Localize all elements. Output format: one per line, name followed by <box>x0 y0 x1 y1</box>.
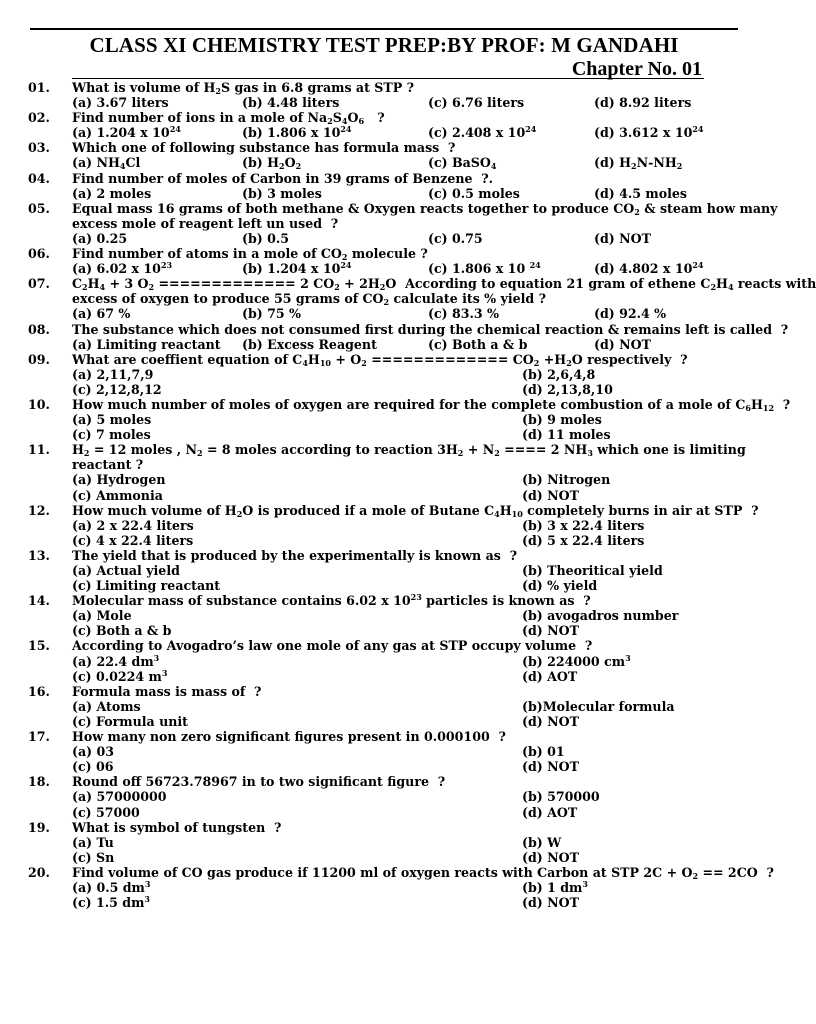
answer-option: (a) Tu <box>72 834 114 850</box>
question-text: excess mole of reagent left un used ? <box>72 215 339 231</box>
answer-option: (d) 4.802 x $10^{24}$ <box>594 260 704 277</box>
question-text: How much number of moles of oxygen are required for the complete combustion of a mole of $C_6H_{12}$ ? <box>72 396 791 413</box>
answer-option: (d) NOT <box>522 759 579 775</box>
answer-option: (b) 75 % <box>242 306 301 322</box>
answer-option: (b) 0.5 <box>242 230 290 246</box>
answer-option: (c) Formula unit <box>72 713 188 729</box>
answer-option: (c) 0.75 <box>428 230 483 246</box>
question-text: What is symbol of tungsten ? <box>72 819 282 835</box>
question-line <box>28 593 744 608</box>
options-row <box>28 563 744 578</box>
question-line <box>28 638 744 653</box>
question-text: What are coeffient equation of $C_4H_{10} + O_2$ ============= $CO_2 +H_2O$ respectively ? <box>72 351 688 368</box>
answer-option: (d) 92.4 % <box>594 306 667 322</box>
answer-option: (b) 2,6,4,8 <box>522 366 596 382</box>
question-number: 15. <box>28 638 50 654</box>
options-row <box>28 895 744 910</box>
question-text: The yield that is produced by the experimentally is known as ? <box>72 547 517 563</box>
options-row <box>28 654 744 669</box>
question-text: Equal mass 16 grams of both methane & Oxygen reacts together to produce $CO_2$ & steam how many <box>72 200 778 217</box>
question-text: Round off 56723.78967 in to two significant figure ? <box>72 774 446 790</box>
options-row <box>28 714 744 729</box>
options-row <box>28 578 744 593</box>
answer-option: (c) 83.3 % <box>428 306 499 322</box>
question-number: 01. <box>28 80 50 95</box>
question-text: reactant ? <box>72 457 144 473</box>
question-text: Which one of following substance has formula mass ? <box>72 140 456 156</box>
question-number: 17. <box>28 729 50 745</box>
question-text: How much volume of $H_2O$ is produced if a mole of Butane $C_4H_{10}$ completely burns in air at STP ? <box>72 502 759 519</box>
question-text: The substance which does not consumed first during the chemical reaction & remains left is called ? <box>72 321 789 337</box>
question-line <box>28 548 744 563</box>
answer-option: (b) 4.48 liters <box>242 95 340 111</box>
question-number: 14. <box>28 593 50 609</box>
options-row <box>28 880 744 895</box>
answer-option: (c) Ammonia <box>72 487 163 503</box>
answer-option: (b) 224000 $cm^3$ <box>522 652 631 669</box>
answer-option: (b) Excess Reagent <box>242 336 377 352</box>
question-text: According to Avogadro’s law one mole of any gas at STP occupy volume ? <box>72 638 593 654</box>
question-line <box>28 140 744 155</box>
answer-option: (d) 3.612 x $10^{24}$ <box>594 124 704 141</box>
options-row <box>28 533 744 548</box>
answer-option: (b)Molecular formula <box>522 698 675 714</box>
chapter-label: Chapter No. 01 <box>571 58 702 80</box>
answer-option: (b) W <box>522 834 562 850</box>
answer-option: (b) 1.806 x $10^{24}$ <box>242 124 352 141</box>
answer-option: (d) NOT <box>522 623 579 639</box>
answer-option: (b) 1.204 x $10^{24}$ <box>242 260 352 277</box>
question-line <box>28 200 778 217</box>
answer-option: (c) 4 x 22.4 liters <box>72 532 194 548</box>
answer-option: (d) NOT <box>594 336 651 352</box>
question-line <box>28 352 744 367</box>
answer-option: (d) NOT <box>522 895 579 911</box>
options-row <box>28 623 744 638</box>
question-number: 19. <box>28 819 50 835</box>
answer-option: (c) 1.5 $dm^3$ <box>72 894 150 911</box>
options-row <box>28 789 744 804</box>
question-text: How many non zero significant figures present in 0.000100 ? <box>72 729 506 745</box>
question-text: $H_2 = 12$ moles , $N_2 = 8$ moles according to reaction $3H_2 + N_2$ ==== 2 $NH_3$ which one is limiting <box>72 442 746 459</box>
top-rule <box>30 28 738 30</box>
question-number: 16. <box>28 683 50 699</box>
options-row <box>28 412 744 427</box>
answer-option: (a) 1.204 x $10^{24}$ <box>72 124 181 141</box>
question-line <box>28 276 816 293</box>
question-line <box>28 442 744 457</box>
question-number: 12. <box>28 502 50 518</box>
answer-option: (c) Limiting reactant <box>72 578 221 594</box>
answer-option: (a) Limiting reactant <box>72 336 221 352</box>
options-row <box>28 186 744 201</box>
answer-option: (a) Mole <box>72 608 132 624</box>
question-number: 05. <box>28 200 50 216</box>
question-line <box>28 246 744 261</box>
answer-option: (a) Atoms <box>72 698 141 714</box>
options-row <box>28 835 744 850</box>
question-number: 06. <box>28 246 50 262</box>
answer-option: (a) 0.25 <box>72 230 128 246</box>
question-number: 08. <box>28 321 50 337</box>
question-list <box>28 80 816 911</box>
question-text: Formula mass is mass of ? <box>72 683 262 699</box>
options-row <box>28 125 744 140</box>
answer-option: (d) 11 moles <box>522 427 611 443</box>
question-number: 11. <box>28 442 50 458</box>
question-line <box>28 820 744 835</box>
options-row <box>28 805 744 820</box>
answer-option: (c) 7 moles <box>72 427 151 443</box>
question-text: Find number of ions in a mole of $Na_2S_4O_6$ ? <box>72 110 385 127</box>
question-line <box>28 864 774 881</box>
question-line <box>28 729 744 744</box>
answer-option: (b) 9 moles <box>522 412 602 428</box>
chapter-rule <box>72 78 704 79</box>
answer-option: (d) NOT <box>522 713 579 729</box>
answer-option: (a) 03 <box>72 744 114 760</box>
options-row <box>28 306 744 321</box>
options-row <box>28 759 744 774</box>
question-line <box>28 110 744 125</box>
answer-option: (b) avogadros number <box>522 608 679 624</box>
options-row <box>28 669 744 684</box>
answer-option: (c) BaSO$_4$ <box>428 155 497 172</box>
question-number: 02. <box>28 110 50 126</box>
answer-option: (c) Sn <box>72 849 115 865</box>
question-text: excess of oxygen to produce 55 grams of $CO_2$ calculate its % yield ? <box>72 291 546 308</box>
options-row <box>28 367 744 382</box>
answer-option: (d) 2,13,8,10 <box>522 381 613 397</box>
answer-option: (c) 57000 <box>72 804 140 820</box>
answer-option: (a) 22.4 $dm^3$ <box>72 652 160 669</box>
answer-option: (a) Actual yield <box>72 563 180 578</box>
options-row <box>28 261 744 276</box>
options-row <box>28 699 744 714</box>
question-number: 13. <box>28 547 50 563</box>
question-text: What is volume of $H_2S$ gas in 6.8 grams at STP ? <box>72 80 414 96</box>
question-number: 03. <box>28 140 50 156</box>
answer-option: (c) Both a & b <box>72 623 172 639</box>
options-row <box>28 95 744 110</box>
options-row <box>28 518 744 533</box>
options-row <box>28 850 744 865</box>
answer-option: (c) 2.408 x $10^{24}$ <box>428 124 537 141</box>
question-number: 10. <box>28 396 50 412</box>
options-row <box>28 382 744 397</box>
answer-option: (d) NOT <box>522 487 579 503</box>
answer-option: (a) 0.5 $dm^3$ <box>72 878 151 895</box>
answer-option: (c) 2,12,8,12 <box>72 381 162 397</box>
answer-option: (b) 1 $dm^3$ <box>522 878 588 895</box>
options-row <box>28 337 744 352</box>
answer-option: (b) $H_2O_2$ <box>242 155 302 172</box>
answer-option: (c) 06 <box>72 759 114 775</box>
answer-option: (b) Nitrogen <box>522 472 611 488</box>
answer-option: (d) NOT <box>522 849 579 865</box>
answer-option: (c) 1.806 x 10 $^{24}$ <box>428 260 541 277</box>
options-row <box>28 488 744 503</box>
answer-option: (a) 2 x 22.4 liters <box>72 517 194 533</box>
answer-option: (d) $H_2N-NH_2$ <box>594 155 683 172</box>
answer-option: (d) 5 x 22.4 liters <box>522 532 645 548</box>
question-text: Find number of atoms in a mole of $CO_2$ molecule ? <box>72 246 428 263</box>
answer-option: (c) 0.0224 $m^3$ <box>72 667 168 684</box>
question-text: Molecular mass of substance contains 6.02 x $10^{23}$ particles is known as ? <box>72 592 591 609</box>
answer-option: (b) 01 <box>522 744 565 760</box>
answer-option: (b) Theoritical yield <box>522 563 663 578</box>
question-line <box>28 684 744 699</box>
answer-option: (a) 2 moles <box>72 185 152 201</box>
answer-option: (b) 570000 <box>522 789 600 805</box>
answer-option: (a) Hydrogen <box>72 472 166 488</box>
question-line <box>28 291 744 306</box>
question-line <box>28 502 759 519</box>
question-number: 20. <box>28 864 50 880</box>
page-title: CLASS XI CHEMISTRY TEST PREP:BY PROF: M GANDAHI <box>89 33 679 57</box>
answer-option: (a) $NH_4Cl$ <box>72 155 141 172</box>
options-row <box>28 608 744 623</box>
question-text: $C_2H_4 + 3$ $O_2$ ============= 2 $CO_2 + 2H_2O$ According to equation 21 gram of ethene $C_2H_4$ reacts with <box>72 276 816 293</box>
options-row <box>28 744 744 759</box>
question-line <box>28 457 744 472</box>
answer-option: (a) 2,11,7,9 <box>72 366 154 382</box>
options-row <box>28 472 744 487</box>
options-row <box>28 427 744 442</box>
question-line <box>28 171 744 186</box>
question-line <box>28 774 744 789</box>
options-row <box>28 155 744 170</box>
answer-option: (c) Both a & b <box>428 336 528 352</box>
question-line <box>28 396 791 413</box>
options-row <box>28 231 744 246</box>
answer-option: (d) % yield <box>522 578 598 594</box>
answer-option: (d) 4.5 moles <box>594 185 688 201</box>
question-line <box>28 80 744 95</box>
question-line <box>28 216 744 231</box>
answer-option: (c) 6.76 liters <box>428 95 525 111</box>
question-number: 18. <box>28 774 50 790</box>
question-line <box>28 321 789 337</box>
answer-option: (a) 57000000 <box>72 789 167 805</box>
answer-option: (c) 0.5 moles <box>428 185 520 201</box>
answer-option: (b) 3 moles <box>242 185 322 201</box>
question-number: 07. <box>28 276 50 292</box>
answer-option: (a) 6.02 x $10^{23}$ <box>72 260 173 277</box>
answer-option: (b) 3 x 22.4 liters <box>522 517 645 533</box>
answer-option: (a) 5 moles <box>72 412 152 428</box>
question-number: 09. <box>28 351 50 367</box>
answer-option: (a) 67 % <box>72 306 131 322</box>
answer-option: (d) 8.92 liters <box>594 95 692 111</box>
question-text: Find number of moles of Carbon in 39 grams of Benzene ?. <box>72 170 494 186</box>
question-number: 04. <box>28 170 50 186</box>
answer-option: (a) 3.67 liters <box>72 95 169 111</box>
question-text: Find volume of CO gas produce if 11200 ml of oxygen reacts with Carbon at STP $2C + O_2 == 2CO$ ? <box>72 864 774 881</box>
answer-option: (d) AOT <box>522 804 578 820</box>
answer-option: (d) NOT <box>594 230 651 246</box>
answer-option: (d) AOT <box>522 668 578 684</box>
